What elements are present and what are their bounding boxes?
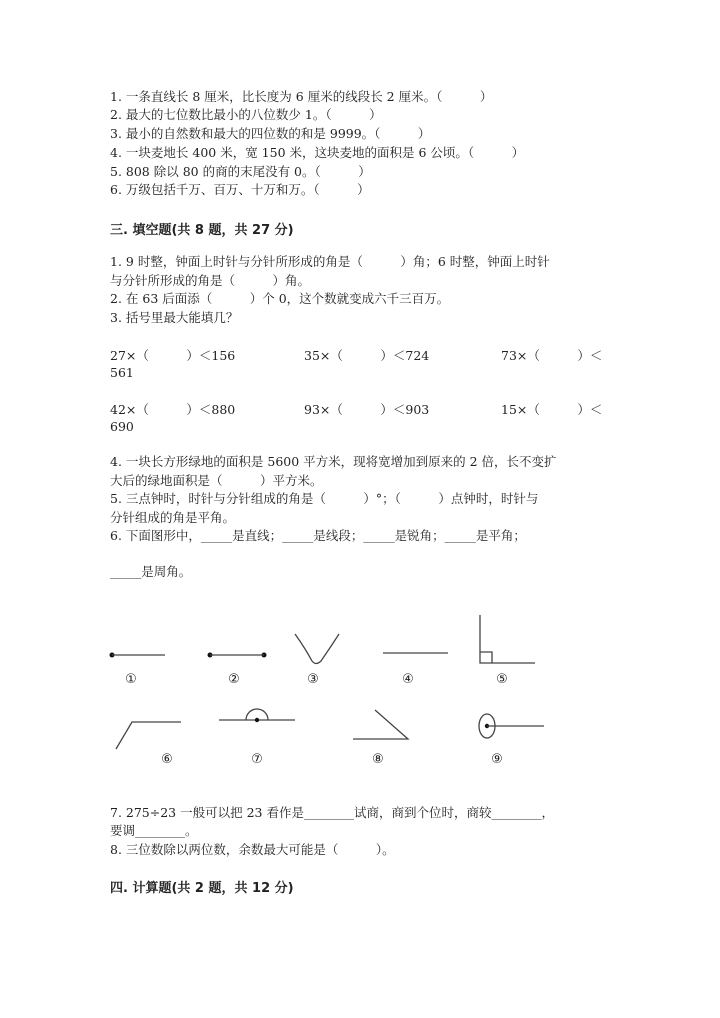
fill-question-2: 2. 在 63 后面添（ ）个 0，这个数就变成六千三百万。 [110, 291, 450, 306]
figure-obtuse-angle [116, 722, 181, 749]
figure-label: ② [228, 672, 240, 687]
fill-question-5: 5. 三点钟时，时针与分针组成的角是（ ）°；（ ）点钟时，时针与 [110, 491, 539, 506]
inequality: 15×（ ）＜ [501, 402, 603, 417]
section-heading: 四. 计算题(共 2 题，共 12 分) [110, 881, 294, 896]
judge-question: 2. 最大的七位数比最小的八位数少 1。（ ） [110, 107, 382, 122]
fill-question-3: 3. 括号里最大能填几？ [110, 310, 239, 325]
fill-question-5-cont: 分针组成的角是平角。 [110, 510, 236, 525]
fill-question-4-cont: 大后的绿地面积是（ ）平方米。 [110, 473, 323, 488]
figure-right-angle [480, 615, 535, 663]
fill-question-6-cont: _____是周角。 [110, 564, 192, 579]
figure-full-angle [479, 714, 544, 738]
fill-question-4: 4. 一块长方形绿地的面积是 5600 平方米，现将宽增加到原来的 2 倍，长不变扩 [110, 454, 557, 469]
judge-question: 3. 最小的自然数和最大的四位数的和是 9999。（ ） [110, 126, 431, 141]
judge-question: 5. 808 除以 80 的商的末尾没有 0。（ ） [110, 164, 371, 179]
fill-question-1: 1. 9 时整，钟面上时针与分针所形成的角是（ ）角；6 时整，钟面上时针 [110, 254, 550, 269]
judge-question: 1. 一条直线长 8 厘米，比长度为 6 厘米的线段长 2 厘米。（ ） [110, 89, 493, 104]
figure-ray [110, 653, 166, 658]
figure-segment [208, 653, 267, 658]
fill-question-8: 8. 三位数除以两位数，余数最大可能是（ ）。 [110, 842, 395, 857]
judge-question: 4. 一块麦地长 400 米，宽 150 米，这块麦地的面积是 6 公顷。（ ） [110, 145, 525, 160]
inequality: 93×（ ）＜903 [304, 402, 430, 417]
figure-label: ① [125, 672, 137, 687]
fill-question-6: 6. 下面图形中，_____是直线；_____是线段；_____是锐角；_____是平角； [110, 528, 526, 543]
inequality: 35×（ ）＜724 [304, 348, 430, 363]
figure-curve [295, 634, 339, 664]
inequality-wrap: 561 [110, 365, 134, 380]
inequality: 73×（ ）＜ [501, 348, 603, 363]
inequality-wrap: 690 [110, 419, 134, 434]
inequality: 27×（ ）＜156 [110, 348, 236, 363]
section-heading: 三. 填空题(共 8 题，共 27 分) [110, 223, 294, 238]
figure-label: ⑦ [251, 752, 263, 767]
figure-label: ⑤ [496, 672, 508, 687]
figure-label: ⑧ [372, 752, 384, 767]
fill-question-1-cont: 与分针所形成的角是（ ）角。 [110, 273, 311, 288]
fill-question-7-cont: 要调________。 [110, 823, 198, 838]
inequality: 42×（ ）＜880 [110, 402, 236, 417]
figure-label: ⑥ [161, 752, 173, 767]
figure-straight-angle [219, 709, 295, 722]
figure-label: ⑨ [491, 752, 503, 767]
fill-question-7: 7. 275÷23 一般可以把 23 看作是________试商，商到个位时，商较________， [110, 805, 554, 820]
figure-acute-angle [353, 710, 408, 739]
figure-label: ③ [307, 672, 319, 687]
figure-label: ④ [402, 672, 414, 687]
judge-question: 6. 万级包括千万、百万、十万和万。（ ） [110, 182, 370, 197]
